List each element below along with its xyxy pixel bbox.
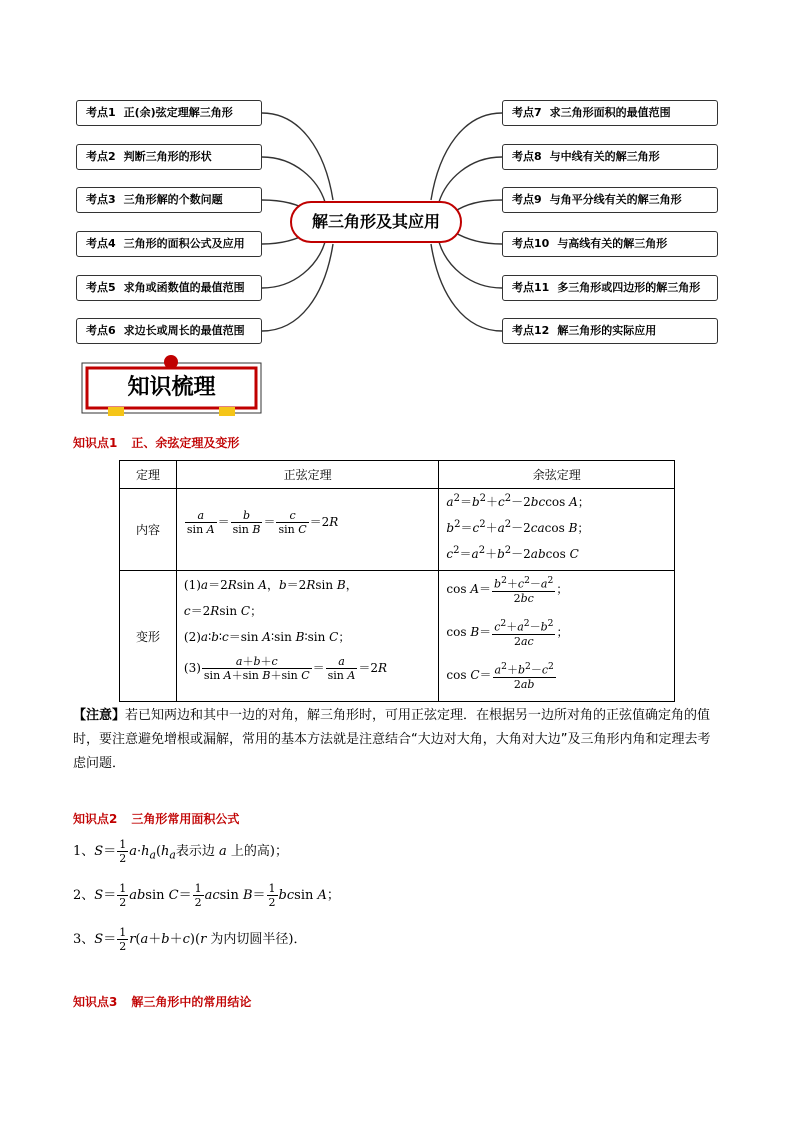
- node-number: 考点5: [86, 281, 116, 294]
- cos-variant-c: cos C＝ $\frac{a^2+b^2-c^2}{2ab}$: [446, 661, 554, 691]
- node-number: 考点7: [512, 106, 542, 119]
- node-label: 三角形解的个数问题: [123, 193, 223, 206]
- mindmap-node-11: [502, 275, 718, 301]
- cosine-law-content: [439, 489, 675, 571]
- node-number: 考点3: [86, 193, 116, 206]
- kp3-title: [73, 993, 251, 1010]
- node-number: 考点11: [512, 281, 550, 294]
- note-text: 若已知两边和其中一边的对角，解三角形时，可用正弦定理．在根据另一边所对角的正弦值确定角的值时，要注意避免增根或漏解，常用的基本方法就是注意结合“大边对大角，大角对大边”及三角形内角和定理去考虑问题．: [73, 708, 711, 771]
- node-label: 与中线有关的解三角形: [549, 150, 660, 163]
- area-formula-3: 3、S＝ $\frac{1}{2}$ r(a＋b＋c)(r 为内切圆半径)．: [73, 926, 307, 953]
- sine-law-content: [176, 489, 439, 571]
- mindmap-node-2: [76, 144, 262, 170]
- sine-variant-2: (2)a∶b∶c＝sin A∶sin B∶sin C；: [183, 630, 351, 644]
- cosine-formula-a: $a^2=b^2+c^2-2bccos$ A；: [446, 493, 590, 509]
- mindmap-node-1: [76, 100, 262, 126]
- node-label: 正(余)弦定理解三角形: [123, 106, 233, 119]
- row-label-content: 内容: [120, 489, 177, 571]
- node-label: 多三角形或四边形的解三角形: [557, 281, 701, 294]
- banner-title: 知识梳理: [127, 375, 216, 400]
- kp2-title: [73, 810, 239, 827]
- area-formula-2: 2、S＝ $\frac{1}{2}$ absin C＝ $\frac{1}{2}$ acsin B＝ $\frac{1}{2}$ bcsin A；: [73, 882, 340, 909]
- node-label: 与角平分线有关的解三角形: [549, 193, 682, 206]
- cosine-formula-b: $b^2=c^2+a^2-2cacos$ B；: [446, 519, 590, 535]
- section-banner: [81, 355, 262, 416]
- mindmap-center: 解三角形及其应用: [290, 201, 462, 243]
- mindmap-node-4: [76, 231, 262, 257]
- node-label: 求角或函数值的最值范围: [123, 281, 245, 294]
- node-number: 考点4: [86, 237, 116, 250]
- kp1-heading: 正、余弦定理及变形: [131, 436, 240, 450]
- mindmap-node-3: [76, 187, 262, 213]
- sine-variant-3: (3) $\frac{a+b+c}{\text{sin A＋sin B＋sin C}}$ ＝ $\frac{a}{\text{sin A}}$ ＝2R: [183, 655, 388, 682]
- node-number: 考点2: [86, 150, 116, 163]
- kp3-number: 知识点3: [73, 995, 118, 1009]
- kp1-number: 知识点1: [73, 436, 118, 450]
- node-number: 考点12: [512, 324, 550, 337]
- header-sine-law: 正弦定理: [176, 461, 439, 489]
- node-label: 求三角形面积的最值范围: [549, 106, 671, 119]
- mindmap-node-8: [502, 144, 718, 170]
- area-formula-1: 1、S＝ $\frac{1}{2}$ $a\cdot h_a(h_a$表示边 a 上的高)；: [73, 838, 288, 865]
- node-label: 解三角形的实际应用: [557, 324, 657, 337]
- kp1-title: [73, 434, 239, 451]
- cosine-law-variants: [439, 571, 675, 702]
- mindmap-node-7: [502, 100, 718, 126]
- cos-variant-b: cos B＝ $\frac{c^2+a^2-b^2}{2ac}$ ；: [446, 618, 569, 648]
- note-label: 【注意】: [73, 708, 126, 723]
- mindmap-node-12: [502, 318, 718, 344]
- node-label: 判断三角形的形状: [123, 150, 212, 163]
- mindmap-node-10: [502, 231, 718, 257]
- sine-variant-1b: c＝2Rsin C；: [183, 604, 263, 618]
- mindmap-node-5: [76, 275, 262, 301]
- node-label: 三角形的面积公式及应用: [123, 237, 245, 250]
- note-paragraph: [73, 704, 723, 776]
- sine-law-variants: [176, 571, 439, 702]
- cos-variant-a: cos A＝ $\frac{b^2+c^2-a^2}{2bc}$ ；: [446, 575, 569, 605]
- node-number: 考点10: [512, 237, 550, 250]
- kp2-heading: 三角形常用面积公式: [131, 812, 240, 826]
- mindmap-node-6: [76, 318, 262, 344]
- header-cosine-law: 余弦定理: [439, 461, 675, 489]
- row-label-variants: 变形: [120, 571, 177, 702]
- header-dingli: 定理: [120, 461, 177, 489]
- node-number: 考点8: [512, 150, 542, 163]
- sine-variant-1: (1)a＝2Rsin A，b＝2Rsin B，: [183, 578, 358, 592]
- node-number: 考点1: [86, 106, 116, 119]
- node-number: 考点6: [86, 324, 116, 337]
- kp2-number: 知识点2: [73, 812, 118, 826]
- node-label: 与高线有关的解三角形: [557, 237, 668, 250]
- cosine-formula-c: $c^2=a^2+b^2-2abcos$ C: [446, 545, 579, 561]
- node-number: 考点9: [512, 193, 542, 206]
- mindmap-node-9: [502, 187, 718, 213]
- kp3-heading: 解三角形中的常用结论: [131, 995, 252, 1009]
- node-label: 求边长或周长的最值范围: [123, 324, 245, 337]
- theorem-table: [119, 460, 675, 702]
- sine-law-formula: $\frac{a}{\text{sin A}}$ ＝ $\frac{b}{\text{sin B}}$ ＝ $\frac{c}{\text{sin C}}$ ＝2R: [186, 509, 339, 536]
